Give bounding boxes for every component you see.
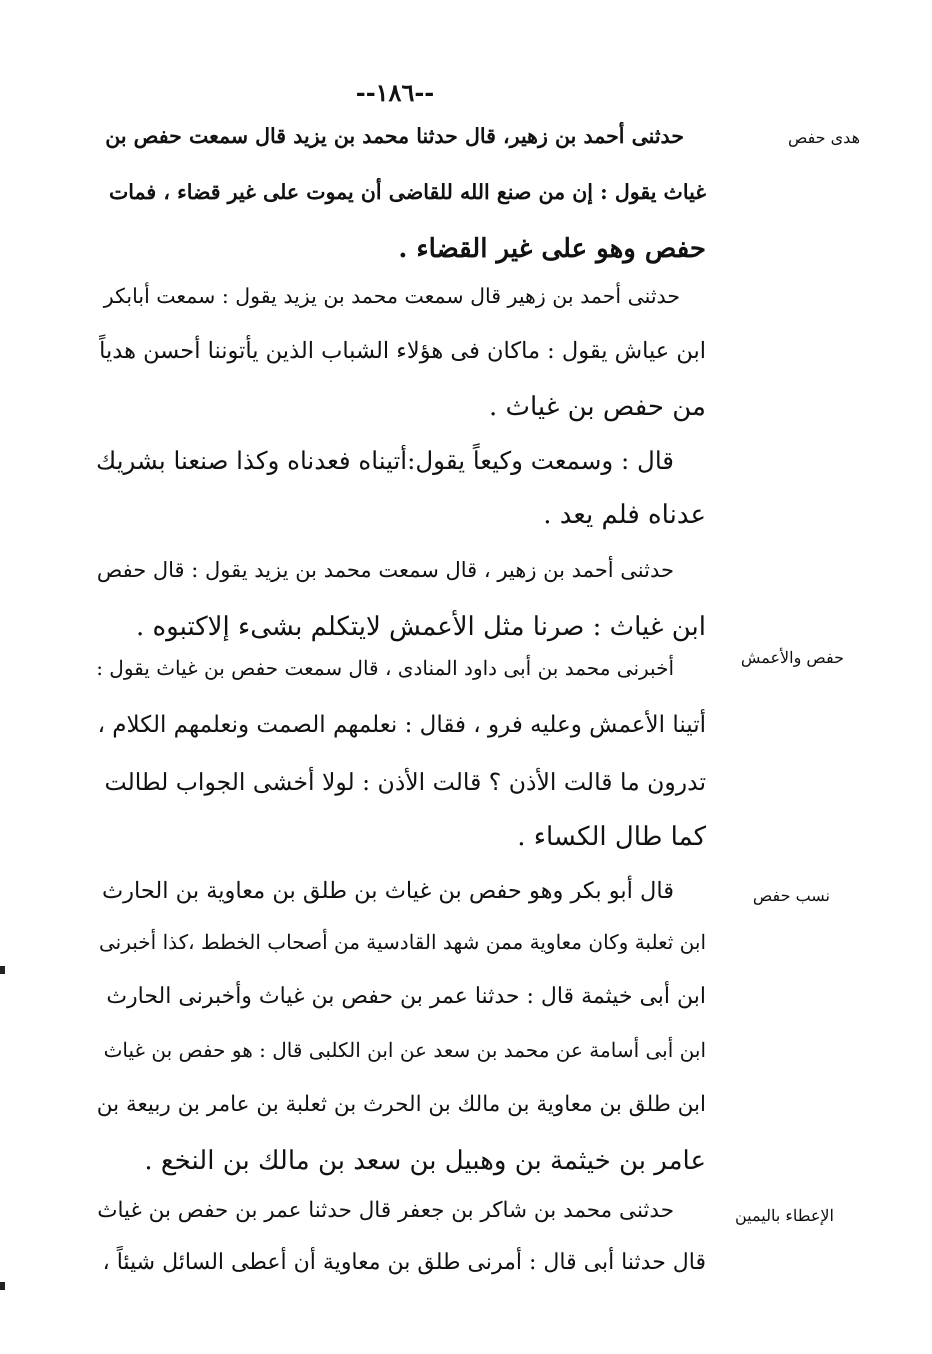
text-line: قال حدثنا أبى قال : أمرنى طلق بن معاوية أن أعطى السائل شيئاً ، <box>102 1250 706 1275</box>
text-line: تدرون ما قالت الأذن ؟ قالت الأذن : لولا أخشى الجواب لطالت <box>104 768 706 796</box>
text-line: عدناه فلم يعد . <box>543 500 706 530</box>
text-line: حدثنى أحمد بن زهير ، قال سمعت محمد بن يزيد يقول : قال حفص <box>96 558 674 582</box>
text-line: ابن أبى أسامة عن محمد بن سعد عن ابن الكلبى قال : هو حفص بن غياث <box>103 1038 706 1062</box>
text-line: من حفص بن غياث . <box>489 392 706 422</box>
text-line: حفص وهو على غير القضاء . <box>398 234 706 264</box>
edge-mark <box>0 966 5 974</box>
text-line: ابن أبى خيثمة قال : حدثنا عمر بن حفص بن غياث وأخبرنى الحارث <box>106 984 706 1009</box>
text-line: حدثنى أحمد بن زهير، قال حدثنا محمد بن يزيد قال سمعت حفص بن <box>105 124 684 148</box>
margin-note: الإعطاء باليمين <box>734 1206 834 1225</box>
margin-note: هدى حفص <box>787 128 860 147</box>
margin-note: حفص والأعمش <box>740 648 844 667</box>
text-line: ابن طلق بن معاوية بن مالك بن الحرث بن ثعلبة بن عامر بن ربيعة بن <box>96 1092 706 1117</box>
page-number: --١٨٦-- <box>355 78 435 107</box>
text-line: غياث يقول : إن من صنع الله للقاضى أن يموت على غير قضاء ، فمات <box>109 180 706 204</box>
text-line: ابن ثعلبة وكان معاوية ممن شهد القادسية من أصحاب الخطط ،كذا أخبرنى <box>98 930 706 954</box>
text-line: ابن عياش يقول : ماكان فى هؤلاء الشباب الذين يأتوننا أحسن هدياً <box>99 338 706 364</box>
text-line: كما طال الكساء . <box>517 822 706 852</box>
text-line: أتينا الأعمش وعليه فرو ، فقال : نعلمهم الصمت ونعلمهم الكلام ، <box>97 712 706 738</box>
edge-mark <box>0 1282 5 1290</box>
text-line: قال أبو بكر وهو حفص بن غياث بن طلق بن معاوية بن الحارث <box>102 878 674 904</box>
margin-note: نسب حفص <box>752 886 830 905</box>
text-line: أخبرنى محمد بن أبى داود المنادى ، قال سمعت حفص بن غياث يقول : <box>96 656 674 680</box>
text-line: حدثنى محمد بن شاكر بن جعفر قال حدثنا عمر بن حفص بن غياث <box>97 1198 674 1223</box>
text-line: عامر بن خيثمة بن وهبيل بن سعد بن مالك بن النخع . <box>144 1146 706 1176</box>
text-line: حدثنى أحمد بن زهير قال سمعت محمد بن يزيد يقول : سمعت أبابكر <box>103 284 680 308</box>
text-line: قال : وسمعت وكيعاً يقول:أتيناه فعدناه وكذا صنعنا بشريك <box>96 446 674 475</box>
text-line: ابن غياث : صرنا مثل الأعمش لايتكلم بشىء إلاكتبوه . <box>136 612 706 642</box>
